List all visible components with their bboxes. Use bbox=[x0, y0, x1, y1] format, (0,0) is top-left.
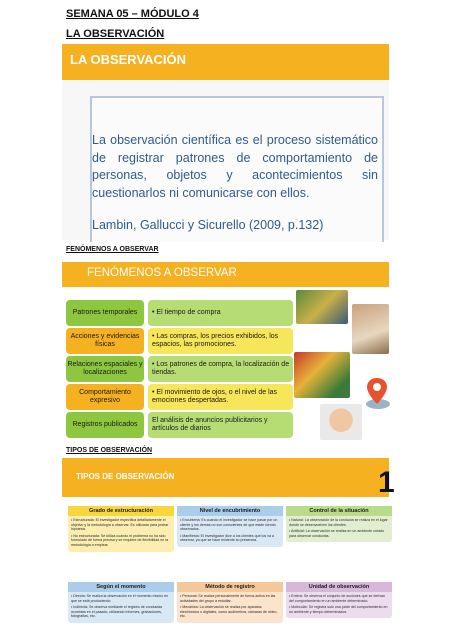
supermarket-shelves-photo bbox=[294, 352, 350, 398]
type-card-title: Método de registro bbox=[177, 582, 283, 592]
phenomenon-label: Registros publicados bbox=[66, 412, 144, 438]
type-card-item: • Natural: La observación de la conducta se realiza en el lugar donde se desenvuelven los clientes. bbox=[289, 518, 388, 527]
store-interior-photo bbox=[352, 304, 389, 354]
type-card-title: Control de la situación bbox=[286, 506, 392, 516]
phenomenon-example: El análisis de anuncios publicitarios y artículos de diarios bbox=[148, 412, 293, 438]
type-card-item: • Entera: Se observa el conjunto de acciones que se derivan del comportamiento en un ambiente determinado. bbox=[289, 594, 386, 603]
type-card-title: Según el momento bbox=[68, 582, 174, 592]
type-card-item: • Indirecta: Se observa mediante el registro de conductas ocurridas en el pasado, utilizando informes, grabaciones, fotografías, etc. bbox=[71, 605, 163, 619]
type-card bbox=[286, 582, 392, 618]
phenomenon-label: Patrones temporales bbox=[66, 300, 144, 326]
type-card-title: Grado de estructuración bbox=[68, 506, 174, 516]
map-pin-icon bbox=[364, 376, 390, 410]
type-card bbox=[68, 506, 174, 552]
type-card bbox=[177, 506, 283, 547]
quote-citation: Lambin, Gallucci y Sicurello (2009, p.132) bbox=[92, 218, 324, 232]
phenomenon-label: Relaciones espaciales y localizaciones bbox=[66, 356, 144, 382]
type-card-title: Nivel de encubrimiento bbox=[177, 506, 283, 516]
type-card bbox=[68, 582, 174, 623]
phenomenon-label: Acciones y evidencias físicas bbox=[66, 328, 144, 354]
type-card bbox=[286, 506, 392, 542]
week-module-heading: SEMANA 05 – MÓDULO 4 bbox=[66, 8, 199, 20]
type-card bbox=[177, 582, 283, 623]
phenomena-slide bbox=[62, 262, 389, 442]
type-card-item: • Molecular: Se registra solo una parte del comportamiento en un ambiente y tiempo determinados. bbox=[289, 605, 388, 614]
section-heading: LA OBSERVACIÓN bbox=[66, 28, 165, 40]
slide-title: FENÓMENOS A OBSERVAR bbox=[87, 267, 237, 279]
type-card-item: • Estructurada: El investigador especifica detalladamente el objetivo y la metodología a observar. Es utilizada para probar hipótesis. bbox=[71, 518, 169, 532]
phenomenon-example: • El movimiento de ojos, o el nivel de las emociones despertadas. bbox=[148, 384, 293, 410]
phenomenon-example: • Los patrones de compra, la localización de tiendas. bbox=[148, 356, 293, 382]
surprised-man-photo bbox=[320, 404, 362, 440]
shopping-crowd-photo bbox=[296, 290, 348, 324]
slide-title: TIPOS DE OBSERVACIÓN bbox=[76, 472, 175, 481]
phenomena-heading: FENÓMENOS A OBSERVAR bbox=[66, 246, 159, 253]
phenomenon-example: • Las compras, los precios exhibidos, los espacios, las promociones. bbox=[148, 328, 293, 354]
slide-title: LA OBSERVACIÓN bbox=[70, 52, 187, 67]
phenomenon-example: • El tiempo de compra bbox=[148, 300, 293, 326]
observation-types-slide bbox=[62, 458, 395, 640]
phenomenon-label: Comportamiento expresivo bbox=[66, 384, 144, 410]
type-card-item: • Encubierta: Es cuando el investigador se hace pasar por un cliente y los demás no son conscientes de que están siendo observados. bbox=[180, 518, 278, 532]
type-card-item: • Directa: Se realiza la observación en el momento mismo en que se está produciendo. bbox=[71, 594, 169, 603]
type-card-item: • Manifiesta: El investigador dice a los clientes que los va a observar, ya que se hace evidente su presencia. bbox=[180, 533, 274, 543]
type-card-item: • Artificial: La observación se realiza en un ambiente creado para observar conductas. bbox=[289, 529, 385, 538]
observation-types-heading: TIPOS DE OBSERVACIÓN bbox=[66, 447, 153, 454]
slide-number: 1 bbox=[378, 466, 395, 499]
type-card-item: • Personal: Se realiza personalmente de forma activa en las actividades del grupo a estudiar. bbox=[180, 594, 276, 603]
type-card-title: Unidad de observación bbox=[286, 582, 392, 592]
type-card-item: • Mecánica: La observación se realiza por aparatos electrónicos o digitales, como audímetros, cámaras de video, etc. bbox=[180, 605, 278, 619]
definition-quote: La observación científica es el proceso sistemático de registrar patrones de comportamiento de personas, objetos y acontecimientos sin cuestionarlos ni comunicarse con ellos. bbox=[92, 133, 378, 200]
type-card-item: • No estructurada: Se utiliza cuando el problema no ha sido formulado de forma precisa y se requiere de flexibilidad en la metodología a emplear. bbox=[71, 533, 169, 547]
observation-definition-slide bbox=[62, 44, 389, 240]
